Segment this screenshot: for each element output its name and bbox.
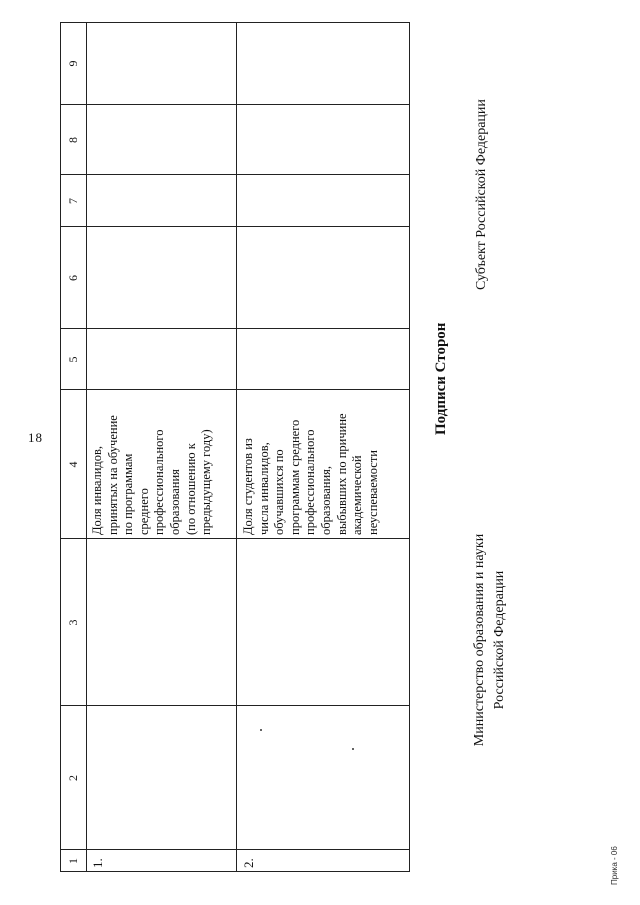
signatures-title: Подписи Сторон [433,322,449,435]
header-col-9: 9 [66,60,80,67]
indicators-table [60,22,410,872]
ministry-signature-block [470,505,510,775]
header-col-6: 6 [66,275,80,281]
header-col-1: 1 [66,858,80,864]
header-col-7: 7 [66,198,80,204]
row-1-number: 1. [90,858,105,868]
header-col-3: 3 [66,619,80,626]
page-number: 18 [28,430,43,445]
row-1-indicator: Доля инвалидов, принятых на обучение по программам среднего профессионального образования (по отношению к предыдущему году) [90,415,214,535]
subject-signature-block: Субъект Российской Федерации [474,99,489,290]
footer-stamp: Прика - 06 [610,846,619,885]
row-2-number: 2. [241,858,256,868]
header-col-8: 8 [66,137,80,143]
scan-speck [260,729,262,731]
scan-speck [352,748,354,750]
header-col-5: 5 [66,356,80,363]
row-2-indicator: Доля студентов из числа инвалидов, обучавшихся по программам среднего профессионального образования, выбывших по причине академической неуспеваемости [241,413,380,535]
ministry-name-line-1: Министерство образования и науки [472,533,487,747]
ministry-name-line-2: Российской Федерации [492,570,507,710]
header-col-2: 2 [66,775,80,781]
header-col-4: 4 [66,461,80,468]
